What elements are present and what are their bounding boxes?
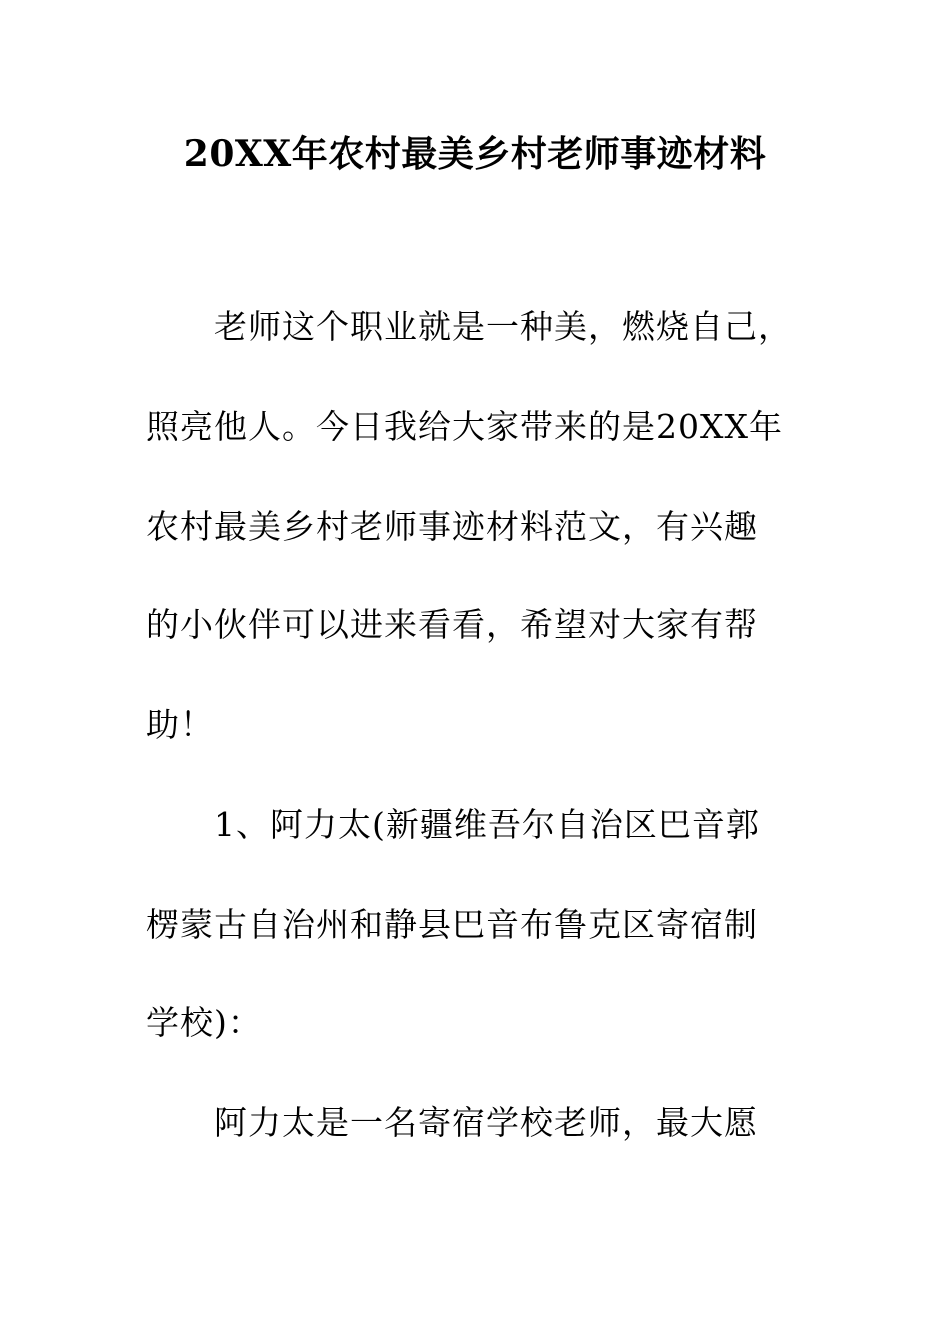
paragraph-line: 1、阿力太(新疆维吾尔自治区巴音郭: [214, 805, 760, 844]
paragraph-line: 的小伙伴可以进来看看，希望对大家有帮: [146, 605, 758, 644]
paragraph-line: 阿力太是一名寄宿学校老师，最大愿: [214, 1103, 758, 1142]
document-title: 20XX年农村最美乡村老师事迹材料: [183, 133, 767, 175]
paragraph-line: 学校)：: [146, 1003, 262, 1042]
paragraph-line: 楞蒙古自治州和静县巴音布鲁克区寄宿制: [146, 905, 758, 944]
paragraph-line: 农村最美乡村老师事迹材料范文，有兴趣: [146, 507, 758, 546]
paragraph-line: 照亮他人。今日我给大家带来的是20XX年: [146, 407, 783, 446]
paragraph-line: 老师这个职业就是一种美，燃烧自己，: [214, 307, 792, 346]
paragraph-line: 助！: [146, 705, 214, 744]
